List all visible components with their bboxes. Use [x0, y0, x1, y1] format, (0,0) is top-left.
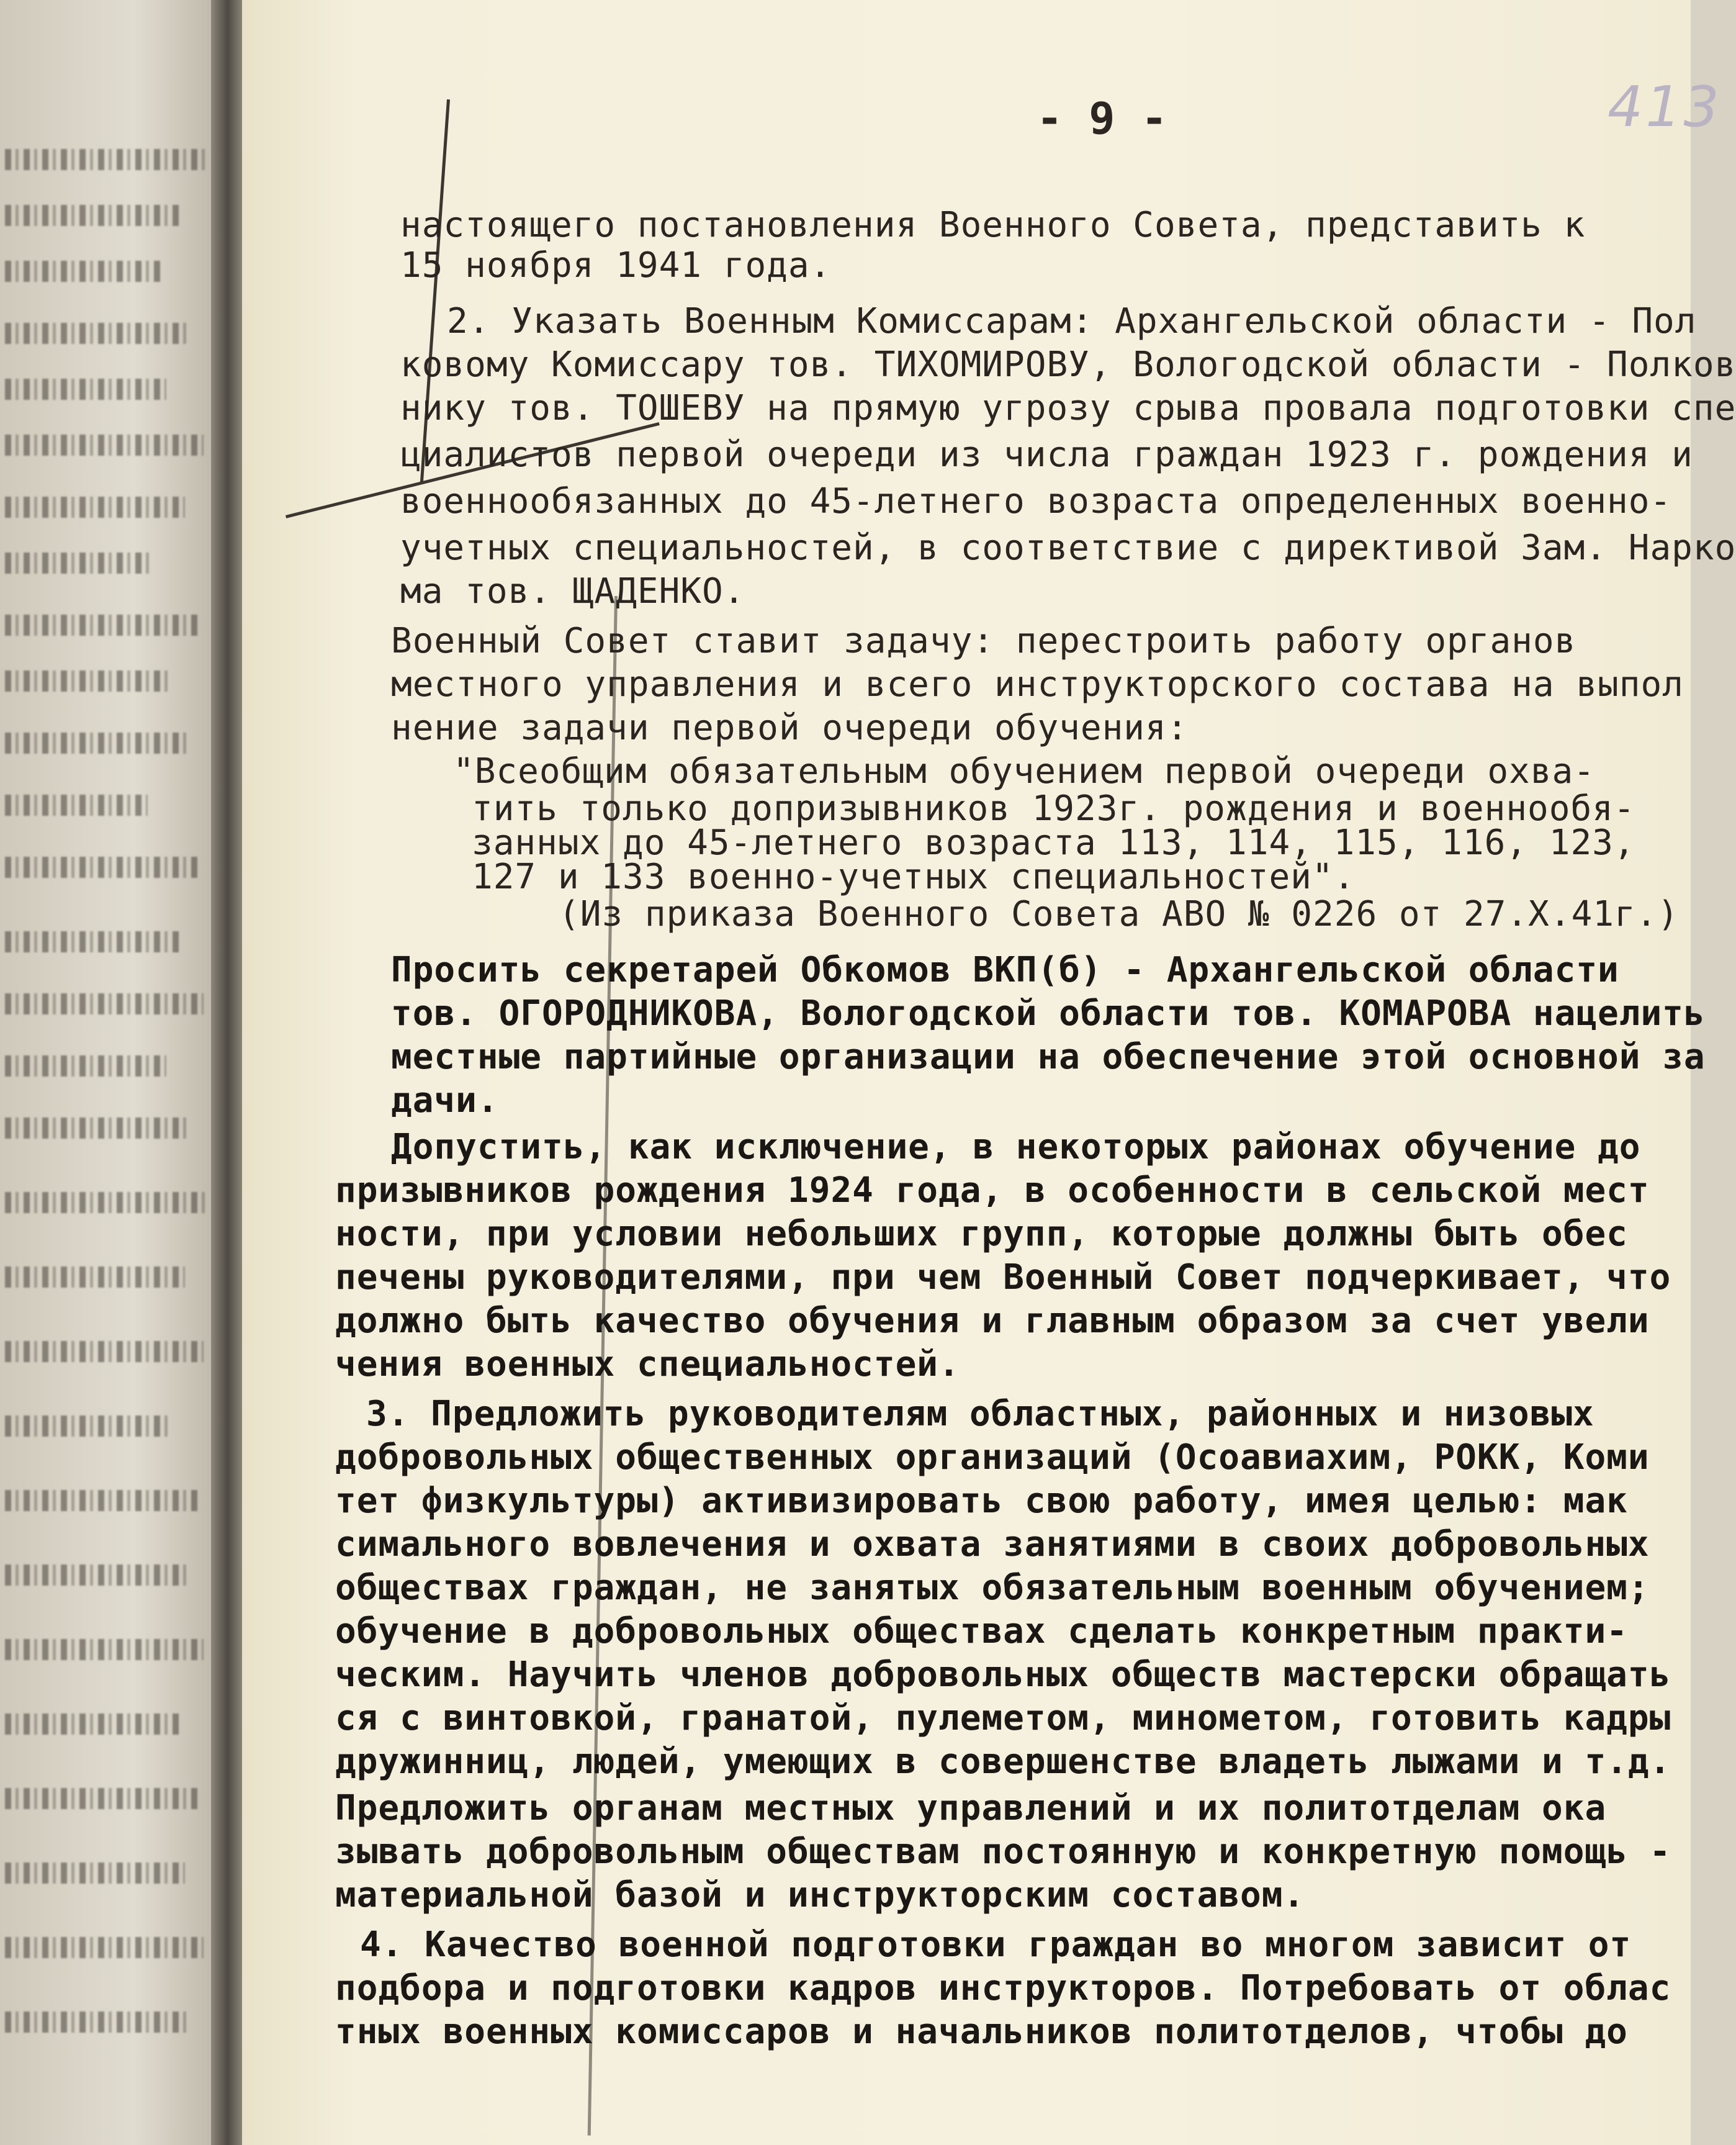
bleed-through-line	[5, 2012, 191, 2033]
bleed-through-line	[5, 733, 191, 754]
bleed-through-line	[5, 149, 210, 170]
text-line: 15 ноября 1941 года.	[400, 245, 832, 286]
text-line: обучение в добровольных обществах сделать конкретным практи-	[335, 1611, 1628, 1651]
quote-line: тить только допризывников 1923г. рождения и военнообя-	[472, 788, 1635, 829]
text-line: 3. Предложить руководителям областных, районных и низовых	[366, 1394, 1594, 1434]
text-line: ческим. Научить членов добровольных обществ мастерски обращать	[335, 1655, 1671, 1695]
text-line: ма тов. ЩАДЕНКО.	[400, 571, 745, 612]
bleed-through-line	[5, 1639, 204, 1660]
bleed-through-line	[5, 1267, 185, 1288]
quote-line: занных до 45-летнего возраста 113, 114, 115, 116, 123,	[472, 823, 1635, 863]
text-line: дружинниц, людей, умеющих в совершенстве владеть лыжами и т.д.	[335, 1741, 1671, 1782]
text-line: ковому Комиссару тов. ТИХОМИРОВУ, Вологодской области - Полков	[400, 345, 1736, 385]
bleed-through-line	[5, 795, 148, 816]
bleed-through-line	[5, 1490, 197, 1511]
bleed-through-line	[5, 379, 166, 400]
quote-source: (Из приказа Военного Совета АВО № 0226 от 27.X.41г.)	[559, 894, 1680, 934]
text-line: печены руководителями, при чем Военный Совет подчеркивает, что	[335, 1257, 1671, 1298]
bleed-through-line	[5, 1714, 179, 1735]
text-line: 2. Указать Военным Комиссарам: Архангельской области - Пол	[447, 301, 1697, 341]
text-line: ся с винтовкой, гранатой, пулеметом, минометом, готовить кадры	[335, 1698, 1671, 1738]
text-line: дачи.	[391, 1080, 499, 1121]
bleed-through-line	[5, 1863, 185, 1884]
text-line: должно быть качество обучения и главным образом за счет увели	[335, 1301, 1650, 1341]
bleed-through-line	[5, 857, 197, 878]
bleed-through-line	[5, 1788, 197, 1809]
text-line: тов. ОГОРОДНИКОВА, Вологодской области тов. КОМАРОВА нацелить	[391, 993, 1706, 1034]
text-line: тет физкультуры) активизировать свою работу, имея целью: мак	[335, 1481, 1628, 1521]
bleed-through-line	[5, 1565, 191, 1586]
text-line: Допустить, как исключение, в некоторых районах обучение до	[391, 1127, 1641, 1167]
text-line: чения военных специальностей.	[335, 1344, 960, 1384]
bleed-through-line	[5, 1118, 191, 1139]
text-line: подбора и подготовки кадров инструкторов. Потребовать от облас	[335, 1968, 1671, 2008]
text-line: симального вовлечения и охвата занятиями в своих добровольных	[335, 1524, 1650, 1565]
text-line: нику тов. ТОШЕВУ на прямую угрозу срыва провала подготовки спе	[400, 388, 1736, 428]
text-line: тных военных комиссаров и начальников политотделов, чтобы до	[335, 2012, 1628, 2052]
text-line: циалистов первой очереди из числа граждан 1923 г. рождения и	[400, 435, 1693, 475]
bleed-through-line	[5, 1937, 204, 1958]
bleed-through-line	[5, 671, 173, 692]
facing-page	[0, 0, 223, 2145]
bleed-through-line	[5, 993, 204, 1014]
text-line: материальной базой и инструкторским составом.	[335, 1875, 1305, 1915]
quote-line: "Всеобщим обязательным обучением первой очереди охва-	[453, 751, 1595, 792]
text-line: зывать добровольным обществам постоянную и конкретную помощь -	[335, 1831, 1671, 1872]
bleed-through-line	[5, 261, 160, 282]
text-line: военнообязанных до 45-летнего возраста определенных военно-	[400, 481, 1672, 522]
text-line: учетных специальностей, в соответствие с директивой Зам. Нарко	[400, 528, 1736, 568]
text-line: обществах граждан, не занятых обязательным военным обучением;	[335, 1568, 1650, 1608]
text-line: Просить секретарей Обкомов ВКП(б) - Архангельской области	[391, 950, 1619, 990]
folio-number: 413	[1608, 75, 1722, 140]
text-line: нение задачи первой очереди обучения:	[391, 708, 1189, 748]
bleed-through-line	[5, 1416, 173, 1437]
bleed-through-line	[5, 1055, 166, 1077]
document-page	[242, 0, 1736, 2145]
quote-line: 127 и 133 военно-учетных специальностей".	[472, 857, 1356, 897]
text-line: ности, при условии небольших групп, которые должны быть обес	[335, 1214, 1628, 1254]
bleed-through-line	[5, 1341, 204, 1362]
text-line: Военный Совет ставит задачу: перестроить работу органов	[391, 621, 1576, 661]
text-line: 4. Качество военной подготовки граждан во многом зависит от	[360, 1925, 1632, 1965]
bleed-through-line	[5, 615, 197, 636]
bleed-through-line	[5, 931, 179, 952]
text-line: настоящего постановления Военного Совета, представить к	[400, 205, 1586, 245]
text-line: призывников рождения 1924 года, в особенности в сельской мест	[335, 1170, 1650, 1211]
bleed-through-line	[5, 323, 191, 344]
bleed-through-line	[5, 435, 204, 456]
page-number: - 9 -	[1037, 93, 1167, 144]
bleed-through-line	[5, 553, 154, 574]
bleed-through-line	[5, 205, 179, 226]
text-line: местного управления и всего инструкторского состава на выпол	[391, 664, 1684, 705]
bleed-through-line	[5, 1192, 210, 1213]
text-line: местные партийные организации на обеспечение этой основной за	[391, 1037, 1706, 1077]
text-line: добровольных общественных организаций (Осоавиахим, РОКК, Коми	[335, 1437, 1650, 1478]
text-line: Предложить органам местных управлений и их политотделам ока	[335, 1788, 1607, 1828]
bleed-through-line	[5, 497, 185, 518]
